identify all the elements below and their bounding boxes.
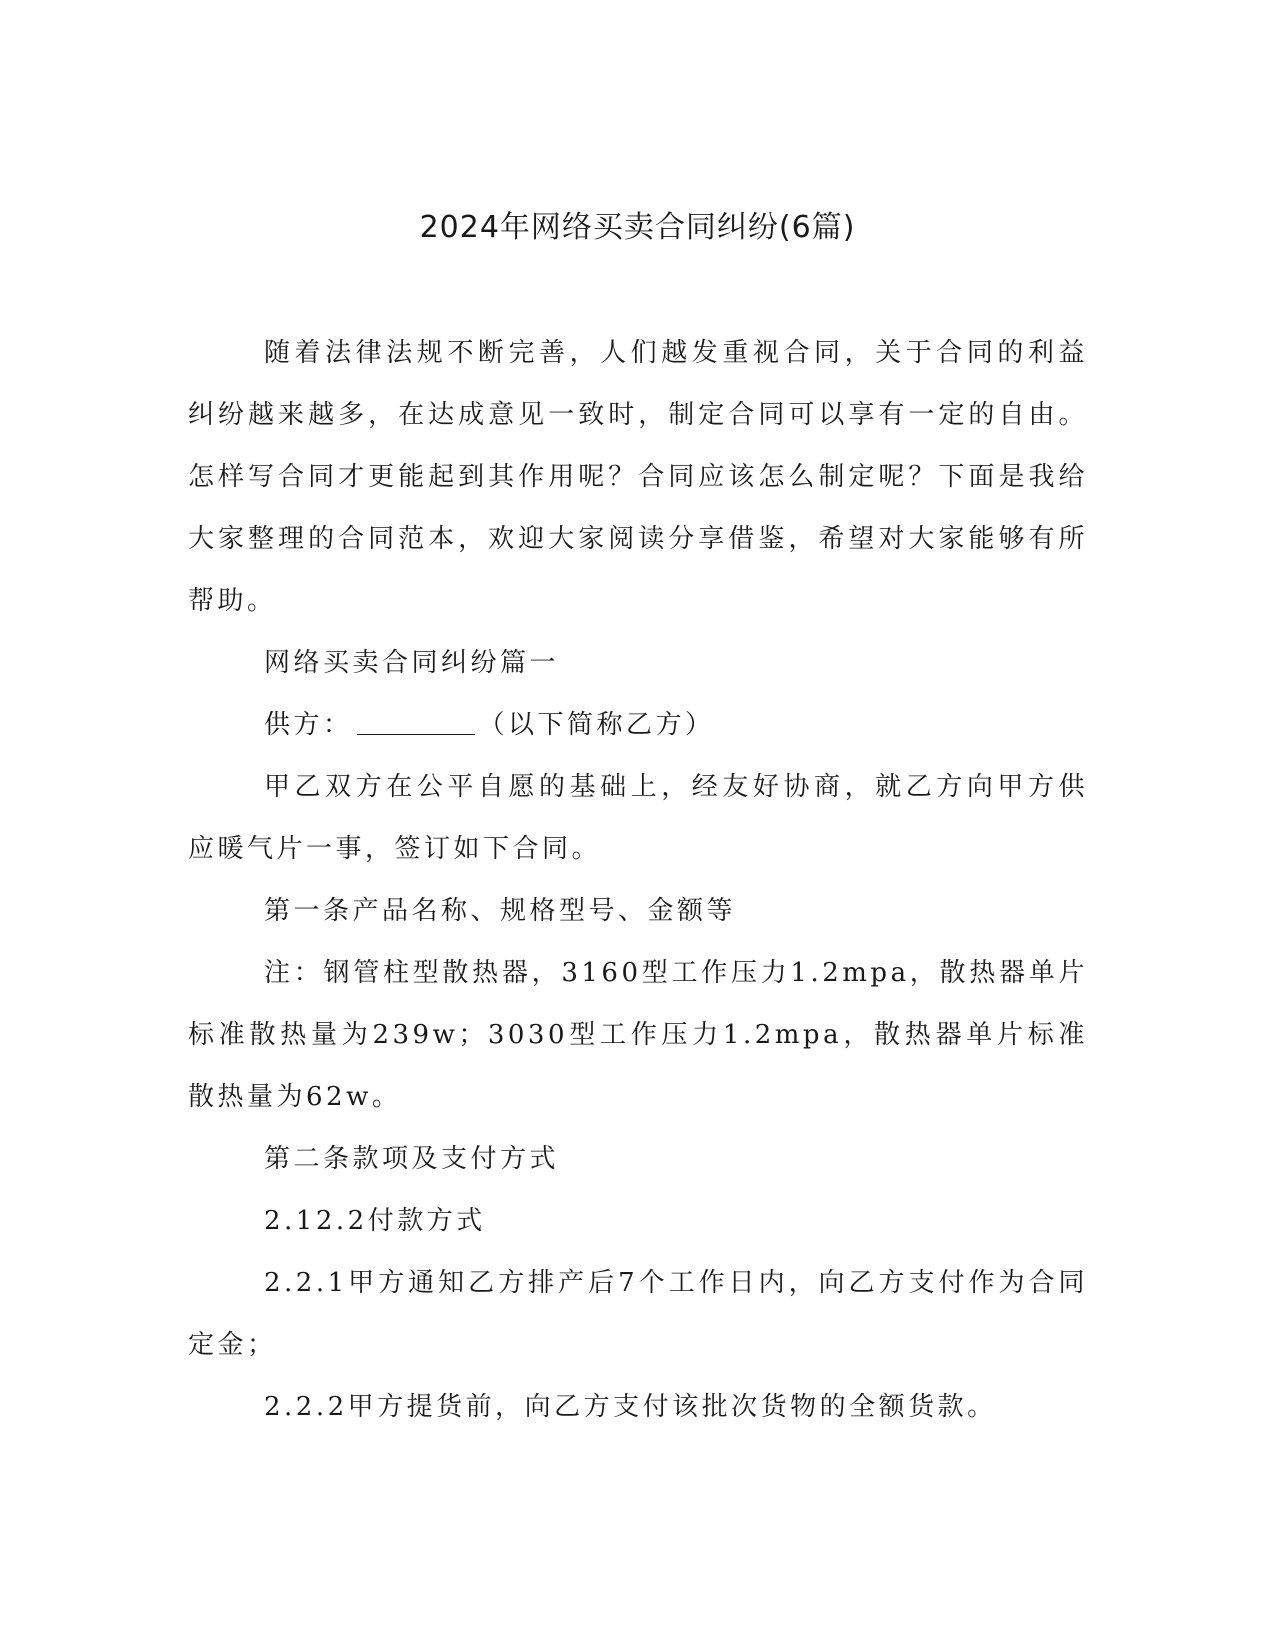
- clause-2-2-1: 2.2.1甲方通知乙方排产后7个工作日内，向乙方支付作为合同定金；: [188, 1268, 1088, 1360]
- article-2-heading: 第二条款项及支付方式: [264, 1144, 560, 1174]
- agreement-paragraph: 甲乙双方在公平自愿的基础上，经友好协商，就乙方向甲方供应暖气片一事，签订如下合同。: [188, 772, 1088, 864]
- supplier-label: 供方：: [264, 710, 353, 740]
- supplier-blank: [357, 708, 475, 735]
- intro-paragraph: 随着法律法规不断完善，人们越发重视合同，关于合同的利益纠纷越来越多，在达成意见一致时，制定合同可以享有一定的自由。怎样写合同才更能起到其作用呢？合同应该怎么制定呢？下面是我给大家整理的合同范本，欢迎大家阅读分享借鉴，希望对大家能够有所帮助。: [188, 338, 1088, 616]
- document-body: [188, 322, 1088, 1438]
- supplier-line: [188, 694, 1088, 756]
- supplier-note: （以下简称乙方）: [478, 710, 715, 740]
- section-title: 网络买卖合同纠纷篇一: [264, 648, 560, 678]
- article-1-heading: 第一条产品名称、规格型号、金额等: [264, 896, 737, 926]
- note-paragraph: 注：钢管柱型散热器，3160型工作压力1.2mpa，散热器单片标准散热量为239w；3030型工作压力1.2mpa，散热器单片标准散热量为62w。: [188, 958, 1088, 1112]
- clause-2-12-2: 2.12.2付款方式: [264, 1206, 486, 1236]
- clause-2-2-2: 2.2.2甲方提货前，向乙方支付该批次货物的全额货款。: [264, 1392, 997, 1422]
- document-title: 2024年网络买卖合同纠纷(6篇): [419, 210, 856, 245]
